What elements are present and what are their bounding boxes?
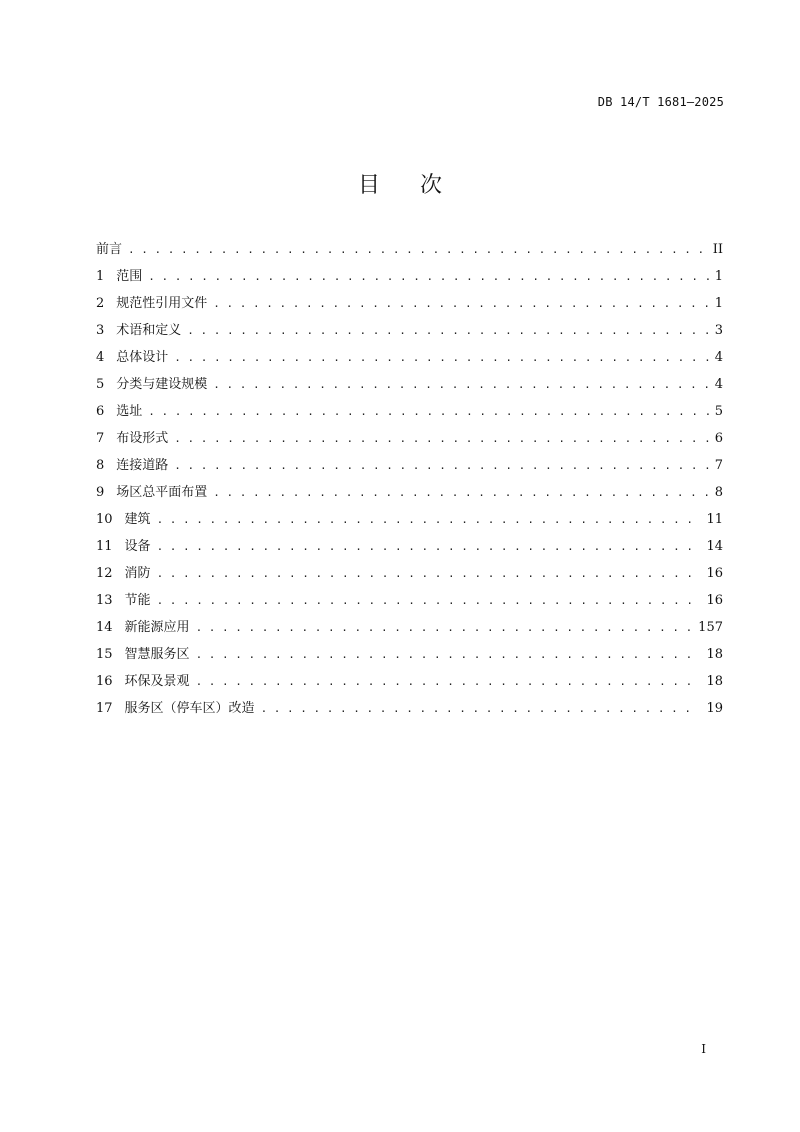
toc-entry[interactable] [96,483,723,510]
toc-entry[interactable] [96,699,723,726]
toc-entry-label: 节能 [124,593,151,608]
toc-entry-label: 总体设计 [116,350,169,365]
page-title: 目次 [357,173,482,198]
toc-entry-page: 6 [714,431,723,446]
toc-entry-page: 4 [714,377,723,392]
toc-entry[interactable] [96,645,723,672]
toc-entry-number: 9 [96,485,105,500]
toc-entry-page: 8 [714,485,723,500]
toc-dot-leader [213,375,708,395]
toc-entry[interactable] [96,618,723,645]
toc-entry-page: 14 [706,539,723,554]
toc-entry-number: 8 [96,458,105,473]
toc-dot-leader [196,618,693,638]
toc-entry-label: 前言 [96,242,123,257]
toc-entry-number: 11 [96,539,113,554]
page-number: I [701,1042,706,1056]
toc-dot-leader [157,564,701,584]
toc-entry-number: 1 [96,269,105,284]
toc-entry[interactable] [96,267,723,294]
toc-entry-page: 19 [706,701,723,716]
toc-entry-number: 3 [96,323,105,338]
toc-entry-number: 16 [96,674,113,689]
toc-dot-leader [213,483,708,503]
toc-entry-label: 场区总平面布置 [116,485,208,500]
toc-entry-number: 17 [96,701,113,716]
toc-entry-page: 18 [706,674,723,689]
toc-dot-leader [174,456,708,476]
toc-entry[interactable] [96,294,723,321]
toc-dot-leader [174,348,708,368]
toc-entry-label: 设备 [124,539,151,554]
toc-entry-number: 2 [96,296,105,311]
toc-entry-label: 新能源应用 [124,620,190,635]
toc-entry-page: 4 [714,350,723,365]
toc-entry-page: 16 [706,593,723,608]
toc-entry-number: 7 [96,431,105,446]
toc-entry[interactable] [96,510,723,537]
toc-dot-leader [148,402,708,422]
toc-entry-label: 布设形式 [116,431,169,446]
toc-entry[interactable] [96,537,723,564]
toc-dot-leader [213,294,708,314]
toc-entry-number: 10 [96,512,113,527]
toc-entry-number: 12 [96,566,113,581]
toc-entry-number: 6 [96,404,105,419]
toc-entry-label: 分类与建设规模 [116,377,208,392]
toc-entry[interactable] [96,591,723,618]
toc-entry-page: 1 [714,269,723,284]
toc-entry[interactable] [96,348,723,375]
toc-entry[interactable] [96,321,723,348]
toc-entry[interactable] [96,375,723,402]
toc-dot-leader [196,672,701,692]
toc-entry-page: 16 [706,566,723,581]
toc-entry-number: 15 [96,647,113,662]
toc-dot-leader [157,591,701,611]
toc-entry-page: 11 [706,512,723,527]
toc-entry-label: 范围 [116,269,143,284]
toc-entry-label: 环保及景观 [124,674,190,689]
toc-entry-page: 5 [714,404,723,419]
toc-dot-leader [157,510,701,530]
toc-entry-label: 规范性引用文件 [116,296,208,311]
toc-dot-leader [174,429,708,449]
toc-entry-label: 选址 [116,404,143,419]
toc-entry-number: 4 [96,350,105,365]
toc-entry-page: 157 [698,620,723,635]
document-code: DB 14/T 1681—2025 [597,95,724,109]
toc-entry-page: 3 [714,323,723,338]
toc-entry-page: 18 [706,647,723,662]
toc-entry-label: 服务区（停车区）改造 [124,701,255,716]
toc-entry-number: 5 [96,377,105,392]
toc-entry-number: 13 [96,593,113,608]
toc-dot-leader [187,321,708,341]
toc-entry-label: 连接道路 [116,458,169,473]
toc-entry-page: 1 [714,296,723,311]
toc-entry-page: 7 [714,458,723,473]
toc-dot-leader [196,645,701,665]
toc-dot-leader [128,240,707,260]
toc-entry-label: 消防 [124,566,151,581]
toc-entry-label: 术语和定义 [116,323,182,338]
toc-entry-number: 14 [96,620,113,635]
toc-dot-leader [157,537,701,557]
toc-entry-label: 智慧服务区 [124,647,190,662]
toc-entry-label: 建筑 [124,512,151,527]
table-of-contents [96,240,723,726]
toc-dot-leader [261,699,701,719]
toc-entry[interactable] [96,456,723,483]
toc-entry[interactable] [96,564,723,591]
toc-entry[interactable] [96,429,723,456]
toc-entry[interactable] [96,672,723,699]
toc-entry[interactable] [96,402,723,429]
toc-entry-page: II [712,242,723,257]
toc-entry[interactable] [96,240,723,267]
toc-dot-leader [148,267,708,287]
